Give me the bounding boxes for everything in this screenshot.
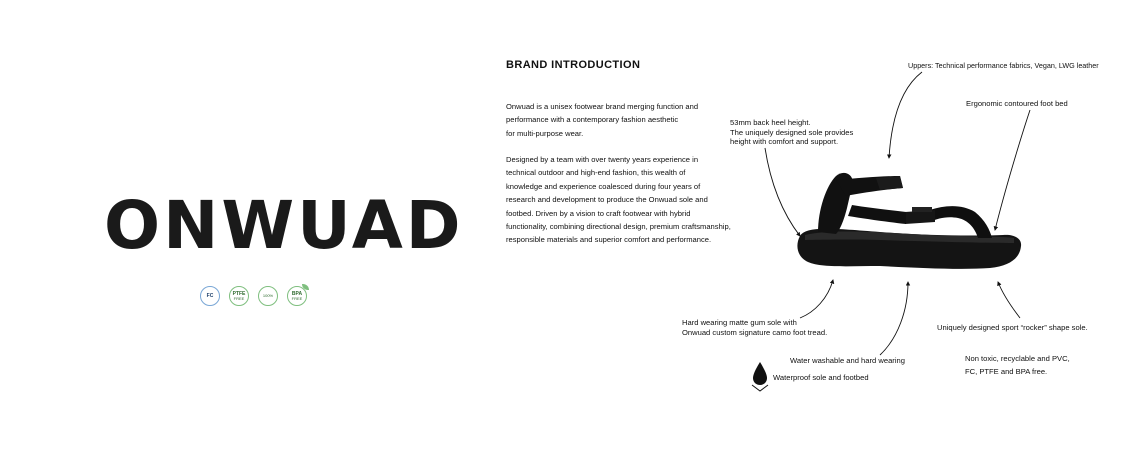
- text-line: technical outdoor and high-end fashion, this wealth of: [506, 168, 686, 178]
- badge-label: 100%: [262, 293, 274, 298]
- badge-label: BPA: [291, 290, 303, 297]
- badge-label: PTFE: [232, 290, 246, 297]
- text-line: knowledge and experience coalesced during four years of: [506, 181, 701, 191]
- brand-logo-text: ONWUAD: [104, 187, 464, 264]
- text-line: research and development to produce the Onwuad sole and: [506, 195, 708, 205]
- text-line: functionality, combining directional design, premium craftsmanship,: [506, 222, 731, 232]
- text-line: for multi-purpose wear.: [506, 128, 584, 138]
- recycle-badge-icon: [258, 286, 278, 306]
- badge-sublabel: FREE: [291, 295, 303, 301]
- badge-label: FC: [206, 292, 214, 299]
- uppers-annotation: Uppers: Technical performance fabrics, Vegan, LWG leather: [908, 61, 1099, 70]
- heel-annotation: [730, 118, 853, 147]
- text-line: Hard wearing matte gum sole with: [682, 318, 797, 327]
- footbed-annotation: Ergonomic contoured foot bed: [966, 99, 1068, 108]
- text-line: Onwuad custom signature camo foot tread.: [682, 327, 828, 337]
- text-line: [908, 61, 1099, 71]
- text-line: Onwuad is a unisex footwear brand merging function and: [506, 102, 699, 111]
- text-line: FC, PTFE and BPA free.: [965, 367, 1048, 377]
- ptfe-free-badge-icon: [229, 286, 249, 306]
- leaf-icon: [302, 284, 309, 290]
- gum-sole-annotation: [682, 318, 827, 337]
- intro-paragraph-2: [506, 153, 736, 247]
- water-drop-icon: [752, 362, 768, 391]
- text-line: performance with a contemporary fashion aesthetic: [506, 115, 679, 125]
- waterproof-annotation: Waterproof sole and footbed: [773, 373, 869, 382]
- text-line: 53mm back heel height.: [730, 118, 811, 127]
- text-line: Designed by a team with over twenty years experience in: [506, 155, 699, 164]
- intro-paragraph-1: [506, 100, 736, 140]
- non-toxic-annotation: [965, 352, 1070, 379]
- text-line: footbed. Driven by a vision to craft footwear with hybrid: [506, 208, 691, 218]
- text-line: The uniquely designed sole provides: [730, 127, 854, 137]
- section-title: BRAND INTRODUCTION: [506, 59, 641, 71]
- text-line: Non toxic, recyclable and PVC,: [965, 354, 1070, 363]
- rocker-annotation: Uniquely designed sport “rocker” shape sole.: [937, 323, 1088, 332]
- black-sport-sandal-image: [797, 173, 1021, 269]
- water-washable-annotation: Water washable and hard wearing: [790, 356, 905, 365]
- text-line: height with comfort and support.: [730, 137, 839, 147]
- bpa-free-badge-icon: [287, 286, 307, 306]
- certification-badges: [200, 286, 310, 308]
- fc-badge-icon: [200, 286, 220, 306]
- badge-sublabel: FREE: [233, 295, 245, 301]
- text-line: responsible materials and superior comfort and performance.: [506, 235, 712, 245]
